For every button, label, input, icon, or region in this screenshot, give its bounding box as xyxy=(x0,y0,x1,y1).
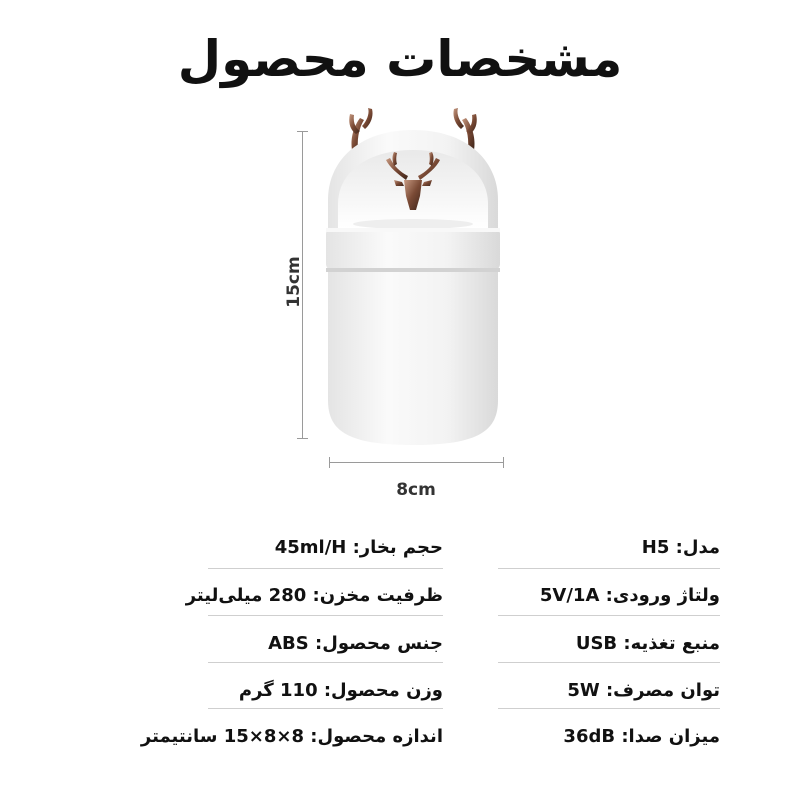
spec-model: مدل: H5 xyxy=(641,537,720,558)
height-dimension-cap-bottom xyxy=(297,438,308,439)
rim-band xyxy=(326,228,500,270)
width-dimension-line xyxy=(329,462,503,463)
row-divider xyxy=(498,662,720,663)
spec-mist-output: حجم بخار: 45ml/H xyxy=(274,537,443,558)
spec-tank-capacity: ظرفیت مخزن: 280 میلی‌لیتر xyxy=(185,585,443,606)
spec-dimensions: اندازه محصول: 8×8×15 سانتیمتر xyxy=(140,726,443,747)
spec-row xyxy=(108,525,720,573)
spec-power-consumption: توان مصرف: 5W xyxy=(567,680,720,701)
spec-table xyxy=(108,525,720,765)
spec-row xyxy=(108,714,720,762)
spec-input-voltage: ولتاژ ورودی: 5V/1A xyxy=(539,585,720,606)
width-dimension-cap-left xyxy=(329,457,330,468)
row-divider xyxy=(208,662,443,663)
spec-row xyxy=(108,573,720,621)
spec-noise-level: میزان صدا: 36dB xyxy=(563,726,720,747)
row-divider xyxy=(498,615,720,616)
humidifier-image xyxy=(270,100,530,510)
row-divider xyxy=(498,568,720,569)
row-divider xyxy=(208,568,443,569)
width-label: 8cm xyxy=(396,480,436,500)
height-label: 15cm xyxy=(284,256,304,308)
spec-power-source: منبع تغذیه: USB xyxy=(575,633,720,654)
spec-weight: وزن محصول: 110 گرم xyxy=(238,680,443,701)
width-dimension-cap-right xyxy=(503,457,504,468)
lower-body xyxy=(328,272,498,445)
row-divider xyxy=(208,615,443,616)
page-title: مشخصات محصول xyxy=(177,30,623,88)
row-divider xyxy=(498,708,720,709)
spec-material: جنس محصول: ABS xyxy=(268,633,443,654)
height-dimension-cap-top xyxy=(297,131,308,132)
row-divider xyxy=(208,708,443,709)
